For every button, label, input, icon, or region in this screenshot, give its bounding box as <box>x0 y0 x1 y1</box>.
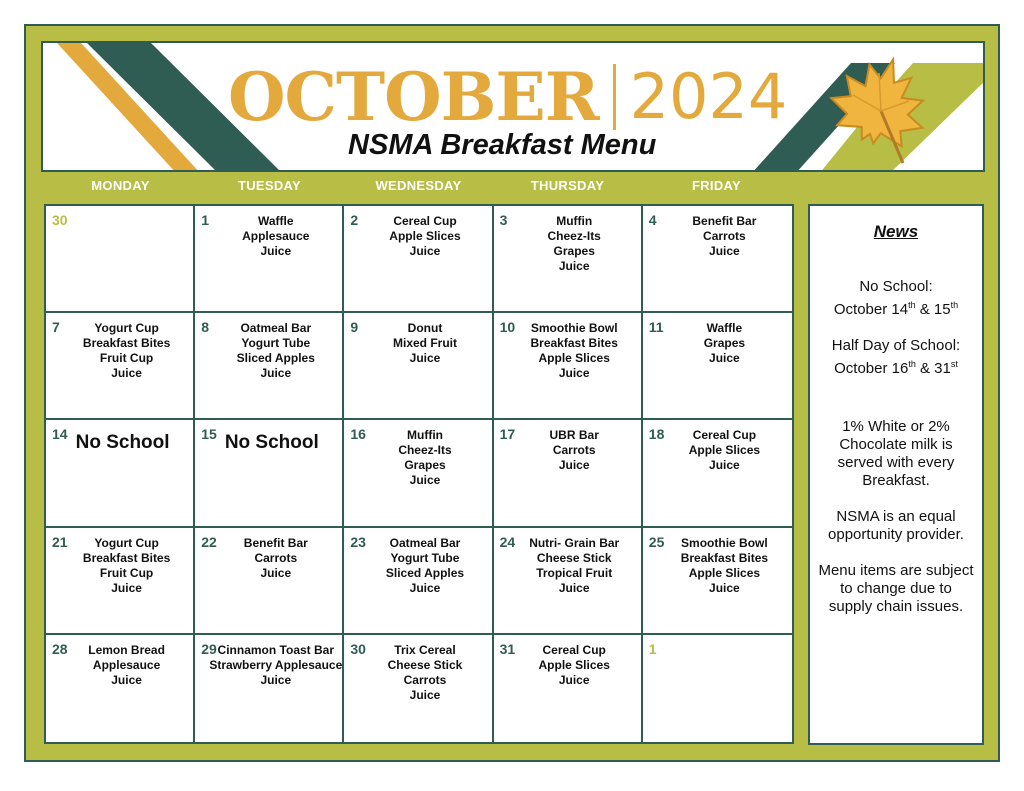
menu-item: Juice <box>709 351 740 366</box>
day-number: 11 <box>648 319 664 336</box>
menu-item: Grapes <box>404 458 446 473</box>
menu-item: Carrots <box>703 229 746 243</box>
page-subtitle: NSMA Breakfast Menu <box>348 129 657 161</box>
calendar-day-cell <box>46 206 195 313</box>
menu-items <box>494 214 641 274</box>
weekday-tuesday: TUESDAY <box>237 178 302 193</box>
menu-item: Smoothie Bowl <box>530 321 618 336</box>
menu-item: Breakfast Bites <box>680 550 769 565</box>
menu-items <box>494 640 641 688</box>
menu-item: Waffle <box>258 214 294 228</box>
menu-item: Juice <box>709 458 740 473</box>
menu-item: Carrots <box>403 672 447 687</box>
menu-items <box>46 640 193 688</box>
day-number: 10 <box>499 319 516 336</box>
day-number: 8 <box>201 319 209 336</box>
day-number: 30 <box>350 640 366 657</box>
day-number: 1 <box>648 640 657 657</box>
menu-item: Apple Slices <box>538 657 610 672</box>
calendar-day-cell <box>494 206 643 313</box>
day-number: 25 <box>648 533 665 550</box>
calendar-day-cell <box>46 420 195 527</box>
day-number: 16 <box>350 426 366 443</box>
menu-item: Waffle <box>706 321 743 336</box>
day-number: 23 <box>350 533 366 550</box>
maple-leaf-icon <box>823 51 933 171</box>
no-school-label: No School <box>224 432 319 454</box>
menu-items <box>344 214 491 259</box>
menu-item: UBR Bar <box>549 428 599 443</box>
menu-item: Muffin <box>407 428 443 443</box>
menu-item: Cereal Cup <box>542 642 606 657</box>
calendar-day-cell <box>643 313 792 420</box>
menu-item: Juice <box>111 366 142 381</box>
menu-item: Oatmeal Bar <box>240 321 312 336</box>
calendar-day-cell <box>195 206 344 313</box>
menu-items <box>195 214 342 259</box>
weekday-header <box>46 178 792 198</box>
news-title: News <box>873 222 919 241</box>
calendar-day-cell <box>195 635 344 742</box>
half-day-dates: October 16th & 31st <box>834 359 958 377</box>
menu-item: Apple Slices <box>389 229 461 243</box>
day-number: 2 <box>350 212 359 228</box>
menu-items <box>344 321 491 366</box>
calendar-day-cell <box>195 528 344 635</box>
calendar-day-cell <box>344 313 493 420</box>
menu-item: Cheese Stick <box>387 657 463 672</box>
day-number: 7 <box>52 319 60 336</box>
year-title: 2024 <box>629 60 788 133</box>
menu-items <box>494 428 641 473</box>
menu-items <box>643 428 792 473</box>
menu-item: Carrots <box>552 443 596 458</box>
menu-item: Cheese Stick <box>536 550 612 565</box>
day-number: 30 <box>52 212 68 228</box>
menu-items <box>643 533 792 596</box>
title-divider <box>613 64 616 130</box>
menu-item: Lemon Bread <box>88 642 165 657</box>
menu-items <box>195 321 342 381</box>
day-number: 22 <box>201 533 217 550</box>
menu-item: Juice <box>111 580 142 595</box>
menu-items <box>195 640 343 688</box>
calendar-day-cell <box>195 420 344 527</box>
menu-item: Sliced Apples <box>236 351 315 366</box>
day-number: 3 <box>499 212 508 228</box>
day-number: 28 <box>52 640 68 657</box>
calendar-day-cell <box>494 420 643 527</box>
menu-item: Smoothie Bowl <box>681 535 768 550</box>
no-school-label: No School <box>75 432 170 454</box>
menu-item: Sliced Apples <box>385 565 465 580</box>
day-number: 18 <box>648 426 665 443</box>
menu-item: Fruit Cup <box>99 565 154 580</box>
menu-item: Apple Slices <box>688 443 761 458</box>
menu-item: Applesauce <box>92 657 161 672</box>
menu-item: Juice <box>558 259 590 273</box>
calendar-day-cell <box>643 528 792 635</box>
calendar-day-cell <box>643 420 792 527</box>
menu-items <box>494 533 641 596</box>
menu-item: Juice <box>709 244 740 258</box>
menu-item: Nutri- Grain Bar <box>529 535 620 550</box>
menu-item: Cheez-Its <box>547 229 601 243</box>
day-number: 9 <box>350 319 359 336</box>
menu-item: Strawberry Applesauce <box>209 657 343 672</box>
calendar-day-cell <box>344 528 493 635</box>
menu-item: Juice <box>558 366 590 381</box>
no-school-dates: October 14th & 15th <box>833 300 959 318</box>
menu-item: Juice <box>409 687 441 702</box>
weekday-monday: MONDAY <box>91 178 150 193</box>
menu-item: Cheez-Its <box>398 443 452 458</box>
menu-items <box>46 321 193 381</box>
weekday-thursday: THURSDAY <box>530 178 605 193</box>
menu-item: Juice <box>709 580 740 595</box>
day-number: 21 <box>52 533 68 550</box>
menu-item: Apple Slices <box>538 351 610 366</box>
news-panel <box>808 204 984 745</box>
menu-item: Juice <box>558 672 590 687</box>
half-day-label: Half Day of School: <box>831 337 961 354</box>
menu-item: Oatmeal Bar <box>389 535 461 550</box>
calendar-day-cell <box>344 420 493 527</box>
day-number: 1 <box>201 212 209 228</box>
month-title: OCTOBER <box>228 58 599 136</box>
menu-item: Juice <box>111 672 142 687</box>
menu-item: Breakfast Bites <box>530 336 618 351</box>
calendar-day-cell <box>643 206 792 313</box>
weekday-friday: FRIDAY <box>692 178 741 193</box>
day-number: 15 <box>201 426 217 443</box>
day-number: 4 <box>648 212 657 228</box>
menu-item: Juice <box>409 473 441 488</box>
calendar-day-cell <box>46 313 195 420</box>
header-banner <box>41 41 985 172</box>
menu-item: Yogurt Cup <box>94 535 159 550</box>
calendar-day-cell <box>344 635 493 742</box>
menu-item: Breakfast Bites <box>82 336 171 351</box>
calendar-day-cell <box>494 528 643 635</box>
menu-item: Cinnamon Toast Bar <box>217 642 335 657</box>
menu-items <box>643 214 792 259</box>
menu-item: Juice <box>409 244 441 258</box>
menu-items <box>494 321 641 381</box>
day-number: 24 <box>499 533 516 550</box>
menu-items <box>344 640 491 703</box>
menu-item: Apple Slices <box>688 565 761 580</box>
calendar-day-cell <box>494 313 643 420</box>
menu-item: Mixed Fruit <box>392 336 457 351</box>
day-number: 31 <box>499 640 516 657</box>
menu-item: Donut <box>407 321 443 336</box>
milk-note: 1% White or 2% Chocolate milk is served with every Breakfast. <box>837 418 955 489</box>
menu-item: Juice <box>260 672 292 687</box>
menu-item: Juice <box>260 244 292 258</box>
menu-item: Yogurt Tube <box>390 550 460 565</box>
calendar-grid <box>44 204 794 744</box>
calendar-day-cell <box>494 635 643 742</box>
menu-item: Cereal Cup <box>692 428 757 443</box>
menu-item: Carrots <box>254 550 298 565</box>
equal-opportunity-note: NSMA is an equal opportunity provider. <box>828 508 964 543</box>
menu-item: Juice <box>260 565 292 580</box>
supply-chain-note: Menu items are subject to change due to supply chain issues. <box>818 562 974 615</box>
weekday-wednesday: WEDNESDAY <box>375 178 462 193</box>
menu-item: Cereal Cup <box>393 214 457 228</box>
menu-items <box>46 533 193 596</box>
menu-item: Yogurt Cup <box>94 321 159 336</box>
menu-items <box>643 321 792 366</box>
no-school-label: No School: <box>859 278 933 295</box>
menu-item: Benefit Bar <box>243 535 308 550</box>
menu-item: Breakfast Bites <box>82 550 171 565</box>
menu-item: Grapes <box>553 244 595 258</box>
menu-item: Juice <box>409 351 441 366</box>
menu-item: Benefit Bar <box>692 214 757 228</box>
menu-item: Fruit Cup <box>99 351 154 366</box>
calendar-day-cell <box>344 206 493 313</box>
calendar-day-cell <box>46 528 195 635</box>
menu-items <box>195 533 342 581</box>
title-row <box>228 57 828 137</box>
day-number: 17 <box>499 426 516 443</box>
menu-item: Trix Cereal <box>394 642 456 657</box>
menu-item: Applesauce <box>242 229 310 243</box>
menu-item: Juice <box>409 580 441 595</box>
day-number: 14 <box>52 426 68 443</box>
menu-item: Grapes <box>703 336 746 351</box>
calendar-day-cell <box>46 635 195 742</box>
menu-item: Juice <box>558 458 590 473</box>
menu-item: Yogurt Tube <box>241 336 311 351</box>
menu-item: Tropical Fruit <box>536 565 613 580</box>
menu-items <box>344 533 491 596</box>
calendar-day-cell <box>643 635 792 742</box>
calendar-day-cell <box>195 313 344 420</box>
menu-items <box>344 428 491 488</box>
day-number: 29 <box>201 640 217 657</box>
menu-item: Juice <box>260 366 292 381</box>
menu-item: Juice <box>558 580 590 595</box>
menu-item: Muffin <box>556 214 593 228</box>
